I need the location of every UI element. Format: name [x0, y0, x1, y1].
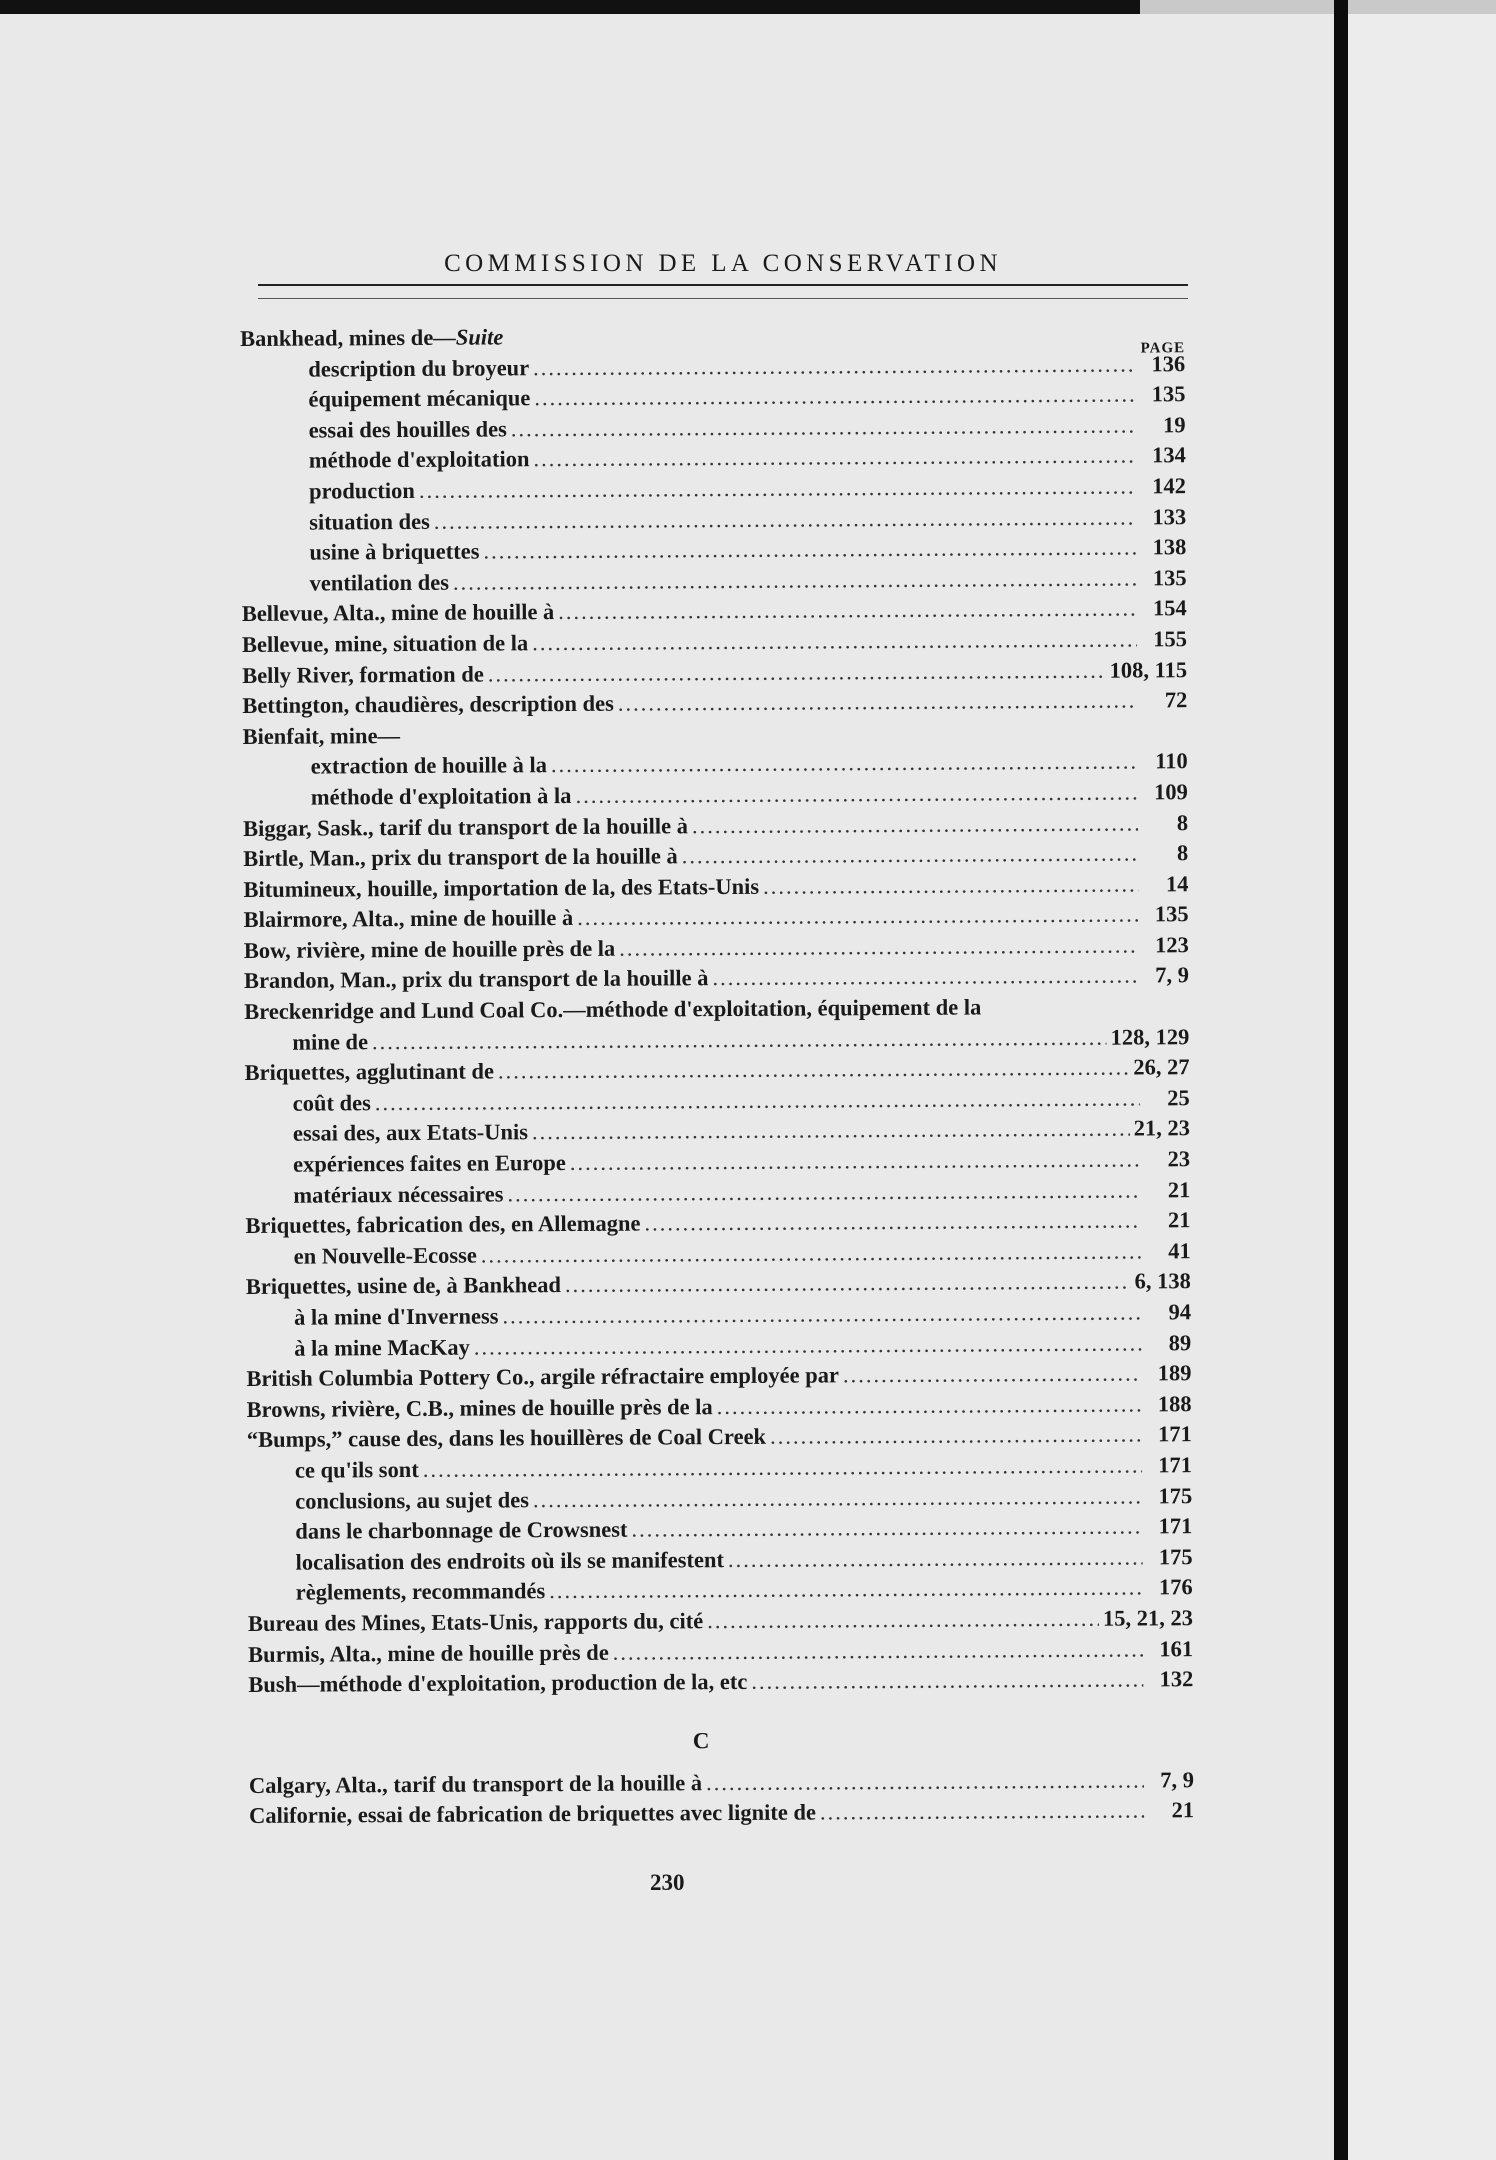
entry-page: 94	[1168, 1299, 1192, 1325]
dot-leader	[532, 1114, 1130, 1148]
section-letter-c: C	[692, 1727, 710, 1753]
entry-text: usine à briquettes	[309, 538, 480, 565]
dot-leader	[692, 808, 1138, 841]
dot-leader	[507, 1175, 1140, 1209]
entry-page: 142	[1152, 473, 1187, 499]
entry-page: 133	[1152, 503, 1187, 529]
entry-page: 8	[1176, 809, 1189, 835]
entry-page: 175	[1158, 1543, 1193, 1570]
entry-page: 21, 23	[1133, 1115, 1191, 1141]
dot-leader	[712, 961, 1139, 994]
entry-text: Birtle, Man., prix du transport de la houille à	[243, 843, 678, 872]
dot-leader	[481, 1236, 1141, 1271]
dot-leader	[577, 900, 1139, 934]
entry-page: 135	[1151, 381, 1186, 407]
entry-text: production	[308, 477, 415, 504]
index-entry	[244, 961, 1189, 997]
dot-leader	[534, 380, 1135, 414]
entry-page: 132	[1159, 1666, 1194, 1692]
header-rule-thin	[258, 298, 1188, 299]
entry-page: 15, 21, 23	[1102, 1605, 1193, 1631]
facing-page-edge	[1348, 14, 1496, 2160]
dot-leader	[498, 1053, 1130, 1087]
index-entry	[248, 1664, 1193, 1700]
dot-leader	[511, 410, 1136, 444]
dot-leader	[549, 1573, 1143, 1607]
entry-page: 136	[1151, 350, 1186, 377]
entry-text: règlements, recommandés	[295, 1578, 546, 1606]
entry-text: méthode d'exploitation à la	[310, 782, 572, 810]
index-entry	[249, 1796, 1194, 1832]
entry-page: 135	[1154, 901, 1189, 927]
entry-text: équipement mécanique	[308, 385, 531, 412]
dot-leader	[575, 777, 1138, 811]
entry-page: 7, 9	[1160, 1766, 1194, 1793]
page-column-label: PAGE	[1140, 340, 1186, 357]
page-number: 230	[650, 1870, 685, 1895]
entry-page: 110	[1155, 748, 1188, 774]
dot-leader	[488, 655, 1106, 689]
entry-text: expériences faites en Europe	[293, 1150, 566, 1177]
entry-page: 25	[1167, 1085, 1190, 1111]
entry-text: Bellevue, mine, situation de la	[241, 630, 529, 657]
entry-page: 189	[1157, 1360, 1192, 1386]
entry-text: situation des	[309, 508, 430, 535]
entry-text: localisation des endroits où ils se manifestent	[295, 1546, 724, 1575]
entry-text: dans le charbonnage de Crowsnest	[295, 1516, 628, 1544]
dot-leader	[532, 624, 1137, 658]
entry-page: 155	[1153, 626, 1188, 652]
entry-text: méthode d'exploitation	[308, 446, 530, 473]
entry-text: Briquettes, usine de, à Bankhead	[245, 1272, 562, 1300]
dot-leader	[502, 1298, 1141, 1332]
entry-text: à la mine d'Inverness	[293, 1303, 499, 1330]
entry-page: 123	[1154, 932, 1189, 958]
dot-leader	[533, 349, 1135, 383]
header-rule-thick	[258, 284, 1188, 286]
entry-page: 176	[1158, 1574, 1193, 1600]
entry-page: 21	[1171, 1797, 1195, 1823]
dot-leader	[423, 1450, 1142, 1485]
dot-leader	[843, 1359, 1142, 1391]
entry-page: 171	[1158, 1513, 1193, 1539]
entry-page: 138	[1152, 534, 1187, 560]
entry-page: 14	[1165, 870, 1189, 897]
dot-leader	[763, 869, 1138, 902]
entry-page: 171	[1158, 1452, 1193, 1478]
dot-leader	[631, 1512, 1142, 1546]
entry-text: description du broyeur	[308, 354, 530, 382]
entry-text: Bush—méthode d'exploitation, production de la, etc	[248, 1669, 748, 1698]
entry-page: 109	[1154, 779, 1188, 805]
entry-text: Blairmore, Alta., mine de houille à	[243, 905, 574, 933]
entry-text: Bettington, chaudières, description des	[242, 690, 614, 719]
entry-page: 21	[1167, 1176, 1191, 1202]
entry-text: essai des, aux Etats-Unis	[292, 1119, 529, 1147]
entry-page: 19	[1163, 412, 1186, 438]
entry-text: Browns, rivière, C.B., mines de houille près de la	[246, 1393, 713, 1422]
continued-suffix: Suite	[455, 324, 504, 350]
entry-text: Breckenridge and Lund Coal Co.—méthode d'exploitation, équipement de la	[244, 994, 982, 1025]
dot-leader	[751, 1665, 1143, 1698]
entry-text: Californie, essai de fabrication de briquettes avec lignite de	[249, 1799, 816, 1829]
entry-page: 108, 115	[1109, 656, 1188, 683]
dot-leader	[770, 1420, 1142, 1453]
dot-leader	[644, 1206, 1140, 1240]
entry-page: 41	[1168, 1238, 1191, 1264]
entry-text: Bureau des Mines, Etats-Unis, rapports du, cité	[247, 1608, 704, 1636]
entry-page: 26, 27	[1133, 1054, 1190, 1080]
dot-leader	[372, 1022, 1107, 1057]
entry-page: 89	[1168, 1329, 1192, 1355]
entry-page: 7, 9	[1155, 962, 1190, 988]
entry-text: ventilation des	[309, 569, 450, 596]
running-header: COMMISSION DE LA CONSERVATION	[444, 250, 1002, 277]
dot-leader	[558, 594, 1137, 628]
entry-page: 134	[1151, 442, 1186, 468]
entry-page: 128, 129	[1110, 1023, 1190, 1050]
section-b-list	[240, 349, 1193, 1701]
entry-text: en Nouvelle-Ecosse	[293, 1242, 477, 1269]
entry-page: 23	[1167, 1146, 1191, 1172]
entry-page: 161	[1159, 1635, 1194, 1661]
entry-text: Bitumineux, houille, importation de la, des Etats-Unis	[243, 873, 760, 902]
scan-top-edge-right	[1140, 0, 1496, 14]
dot-leader	[570, 1145, 1141, 1179]
entry-text: ce qu'ils sont	[294, 1456, 419, 1483]
book-gutter	[1334, 0, 1348, 2160]
entry-page: 72	[1164, 687, 1188, 713]
entry-text: Biggar, Sask., tarif du transport de la houille à	[243, 812, 689, 841]
dot-leader	[375, 1083, 1140, 1118]
entry-text: Burmis, Alta., mine de houille près de	[248, 1639, 609, 1667]
dot-leader	[551, 747, 1138, 781]
dot-leader	[682, 839, 1139, 872]
entry-text: à la mine MacKay	[294, 1334, 470, 1361]
index-entries	[240, 318, 1194, 1832]
dot-leader	[706, 1765, 1144, 1798]
entry-text: Calgary, Alta., tarif du transport de la houille à	[248, 1769, 703, 1798]
entry-text: conclusions, au sujet des	[295, 1486, 530, 1514]
entry-text: Briquettes, agglutinant de	[244, 1058, 495, 1086]
dot-leader	[474, 1328, 1142, 1363]
dot-leader	[613, 1634, 1144, 1668]
entry-text: Bienfait, mine—	[242, 722, 401, 749]
entry-page: 6, 138	[1134, 1268, 1191, 1294]
dot-leader	[707, 1604, 1099, 1637]
dot-leader	[419, 471, 1136, 506]
book-page	[0, 14, 1334, 2160]
entry-text: extraction de houille à la	[310, 752, 548, 779]
dot-leader	[533, 441, 1136, 475]
entry-page: 21	[1167, 1207, 1191, 1233]
entry-text: Bellevue, Alta., mine de houille à	[241, 599, 555, 627]
entry-text: mine de	[292, 1028, 369, 1055]
entry-page: 188	[1157, 1390, 1192, 1417]
entry-text: Briquettes, fabrication des, en Allemagne	[245, 1210, 641, 1239]
entry-text: Bow, rivière, mine de houille près de la	[243, 935, 616, 963]
entry-text: Belly River, formation de	[242, 661, 484, 688]
dot-leader	[619, 930, 1139, 964]
dot-leader	[453, 563, 1137, 598]
continued-heading: Bankhead, mines de—Suite	[240, 324, 504, 351]
section-c-list	[249, 1765, 1194, 1832]
dot-leader	[728, 1542, 1143, 1575]
entry-text: British Columbia Pottery Co., argile réfractaire employée par	[246, 1362, 840, 1392]
entry-page: 171	[1157, 1421, 1192, 1447]
dot-leader	[533, 1481, 1142, 1515]
dot-leader	[483, 533, 1136, 568]
dot-leader	[565, 1267, 1131, 1301]
entry-page: 135	[1152, 564, 1187, 591]
scan-top-edge	[0, 0, 1140, 14]
entry-text: essai des houilles des	[308, 416, 507, 443]
dot-leader	[618, 686, 1138, 720]
entry-page: 175	[1158, 1482, 1193, 1508]
entry-text: Brandon, Man., prix du transport de la houille à	[243, 965, 709, 994]
entry-page: 154	[1152, 595, 1187, 621]
entry-text: “Bumps,” cause des, dans les houillères de Coal Creek	[246, 1424, 767, 1453]
entry-text: matériaux nécessaires	[293, 1181, 504, 1208]
dot-leader	[434, 502, 1137, 537]
index-entry	[242, 685, 1187, 721]
entry-text: coût des	[292, 1090, 371, 1116]
dot-leader	[717, 1389, 1142, 1422]
dot-leader	[820, 1796, 1144, 1829]
entry-page: 8	[1176, 840, 1189, 866]
